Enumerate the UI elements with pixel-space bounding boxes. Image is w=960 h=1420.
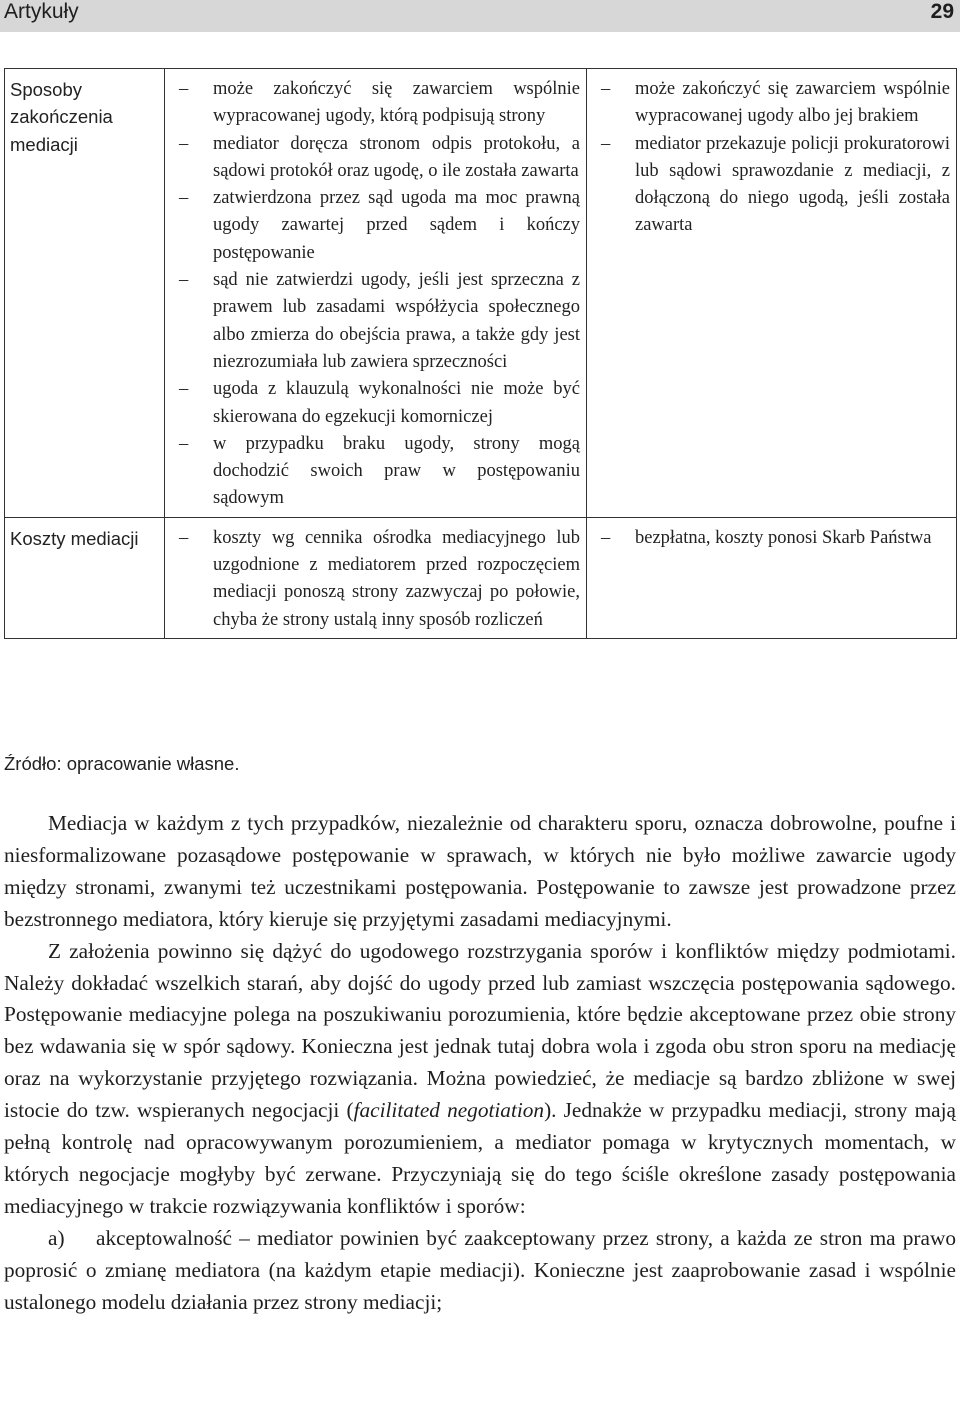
italic-term: facilitated negotiation	[353, 1098, 545, 1123]
dash-bullet: –	[179, 270, 189, 291]
list-item	[171, 76, 580, 131]
section-title: Artykuły	[4, 0, 79, 23]
right-cell	[587, 517, 957, 638]
item-text: zatwierdzona przez sąd ugoda ma moc prawną ugody zawartej przed sądem i kończy postępowanie	[213, 188, 580, 263]
paragraph: Mediacja w każdym z tych przypadków, niezależnie od charakteru sporu, oznacza dobrowolne, poufne i niesformalizowane pozasądowe postępowanie w sprawach, w których nie było możliwe zawarcie ugody między stronami, zwanymi też uczestnikami postępowania. Postępowanie to zawsze jest prowadzone przez bezstronnego mediatora, który kieruje się przyjętymi zasadami mediacyjnymi.	[4, 811, 956, 931]
list-item	[171, 131, 580, 186]
table-row	[5, 69, 957, 518]
list-item	[171, 185, 580, 267]
item-text: mediator przekazuje policji prokuratorowi lub sądowi sprawozdanie z mediacji, z dołączoną do niego ugodą, jeśli została zawarta	[635, 133, 950, 236]
page-number: 29	[930, 0, 954, 23]
list-item	[171, 431, 580, 513]
item-text: ugoda z klauzulą wykonalności nie może być skierowana do egzekucji komorniczej	[213, 379, 580, 427]
item-text: może zakończyć się zawarciem wspólnie wypracowanej ugody, którą podpisują strony	[213, 79, 580, 127]
paragraph	[4, 936, 956, 1223]
comparison-table	[4, 68, 957, 639]
list-item	[593, 131, 950, 240]
item-text: w przypadku braku ugody, strony mogą dochodzić swoich praw w postępowaniu sądowym	[213, 433, 580, 509]
list-item	[593, 525, 950, 552]
item-text: bezpłatna, koszty ponosi Skarb Państwa	[635, 527, 932, 548]
row-label: Sposoby zakończenia mediacji	[5, 69, 165, 518]
dash-bullet: –	[179, 79, 189, 99]
dash-bullet: –	[179, 527, 189, 548]
left-cell	[165, 69, 587, 518]
dash-bullet: –	[601, 79, 611, 99]
list-item	[171, 376, 580, 431]
item-text: mediator doręcza stronom odpis protokołu, a sądowi protokół oraz ugodę, o ile została zawarta	[213, 133, 580, 181]
body-text	[4, 808, 956, 1319]
dash-bullet: –	[179, 133, 189, 154]
dash-bullet: –	[179, 379, 189, 400]
list-item	[593, 76, 950, 131]
paragraph-text: ). Jednakże w przypadku mediacji, strony mają pełną kontrolę nad opracowywanym porozumieniem, a mediator pomaga w krytycznych momentach, w których negocjacje mogłyby być zerwane. Przyczyniają się do tego ściśle określone zasady postępowania mediacyjnego w trakcie rozwiązywania konfliktów i sporów:	[4, 1098, 956, 1218]
table-row	[5, 517, 957, 638]
running-header	[0, 0, 960, 32]
dash-bullet: –	[601, 527, 611, 548]
enumerated-item	[4, 1223, 956, 1319]
list-item	[171, 525, 580, 634]
item-text: sąd nie zatwierdzi ugody, jeśli jest sprzeczna z prawem lub zasadami współżycia społecznego albo zmierza do obejścia prawa, a także gdy jest niezrozumiała lub zawiera sprzeczności	[213, 270, 580, 372]
item-text: akceptowalność – mediator powinien być zaakceptowany przez strony, a każda ze stron ma prawo poprosić o zmianę mediatora (na każdym etapie mediacji). Konieczne jest zaaprobowanie zasad i wspólnie ustalonego modelu działania przez strony mediacji;	[4, 1225, 956, 1314]
item-text: może zakończyć się zawarciem wspólnie wypracowanej ugody albo jej brakiem	[635, 79, 950, 127]
dash-bullet: –	[601, 133, 611, 154]
dash-bullet: –	[179, 188, 189, 209]
left-cell	[165, 517, 587, 638]
right-cell	[587, 69, 957, 518]
list-item	[171, 267, 580, 376]
item-text: koszty wg cennika ośrodka mediacyjnego lub uzgodnione z mediatorem przed rozpoczęciem mediacji ponoszą strony zazwyczaj po połowie, chyba że strony ustalą inny sposób rozliczeń	[213, 527, 580, 630]
paragraph-text: Z założenia powinno się dążyć do ugodowego rozstrzygania sporów i konfliktów między podmiotami. Należy dokładać wszelkich starań, aby dojść do ugody przed lub zamiast wszczęcia postępowania sądowego. Postępowanie mediacyjne polega na poszukiwaniu porozumienia, które będzie akceptowane przez obie strony bez wdawania się w spór sądowy. Konieczna jest jednak tutaj dobra wola i zgoda obu stron sporu na mediację oraz na wykorzystanie przyjętego rozwiązania. Można powiedzieć, że mediacje są bardzo zbliżone w swej istocie do tzw. wspieranych negocjacji (	[4, 938, 956, 1123]
item-marker: a)	[48, 1225, 65, 1250]
table-source-note: Źródło: opracowanie własne.	[4, 753, 240, 774]
row-label: Koszty mediacji	[5, 517, 165, 638]
dash-bullet: –	[179, 433, 189, 454]
